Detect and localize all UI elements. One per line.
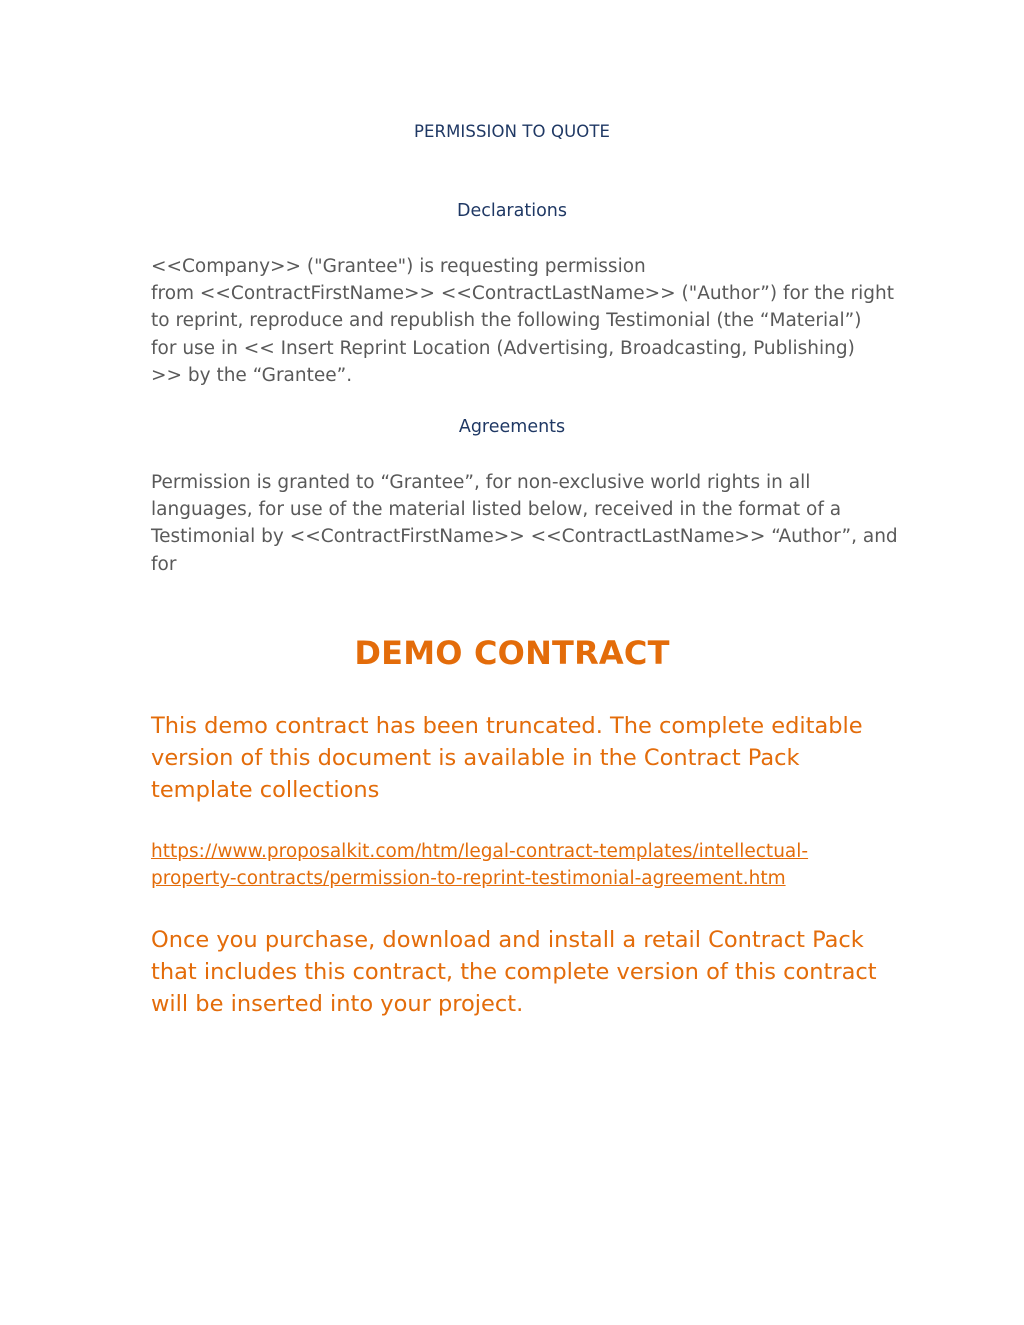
purchase-notice-line: will be inserted into your project. bbox=[151, 991, 524, 1017]
declarations-heading: Declarations bbox=[456, 201, 567, 221]
declarations-line: from <<ContractFirstName>> <<ContractLastName>> ("Author”) for the right bbox=[151, 283, 894, 305]
contract-pack-link[interactable] bbox=[151, 838, 873, 892]
agreements-line: Permission is granted to “Grantee”, for non-exclusive world rights in all bbox=[151, 472, 811, 493]
document-title: PERMISSION TO QUOTE bbox=[413, 122, 611, 141]
purchase-notice-line: Once you purchase, download and install a retail Contract Pack bbox=[151, 927, 864, 953]
demo-notice-line: version of this document is available in the Contract Pack bbox=[151, 745, 800, 771]
contract-pack-link-line[interactable]: property-contracts/permission-to-reprint-testimonial-agreement.htm bbox=[151, 868, 786, 890]
purchase-notice-line: that includes this contract, the complete version of this contract bbox=[151, 959, 877, 985]
agreements-line: Testimonial by <<ContractFirstName>> <<ContractLastName>> “Author”, and bbox=[151, 526, 898, 548]
declarations-line: to reprint, reproduce and republish the following Testimonial (the “Material”) bbox=[151, 310, 862, 332]
declarations-line: <<Company>> ("Grantee") is requesting permission bbox=[151, 256, 646, 277]
demo-notice-line: template collections bbox=[151, 777, 380, 803]
declarations-line: >> by the “Grantee”. bbox=[151, 364, 353, 386]
agreements-line: languages, for use of the material listed below, received in the format of a bbox=[151, 499, 842, 521]
demo-truncation-notice bbox=[151, 710, 873, 806]
contract-pack-link-line[interactable]: https://www.proposalkit.com/htm/legal-contract-templates/intellectual- bbox=[151, 841, 809, 862]
agreements-heading: Agreements bbox=[458, 417, 566, 437]
agreements-line: for bbox=[151, 553, 177, 575]
agreements-paragraph bbox=[151, 469, 898, 578]
demo-notice-line: This demo contract has been truncated. The complete editable bbox=[151, 713, 863, 739]
demo-contract-title: DEMO CONTRACT bbox=[354, 634, 670, 672]
purchase-notice bbox=[151, 924, 877, 1020]
declarations-line: for use in << Insert Reprint Location (Advertising, Broadcasting, Publishing) bbox=[151, 337, 855, 359]
declarations-paragraph bbox=[151, 253, 894, 389]
